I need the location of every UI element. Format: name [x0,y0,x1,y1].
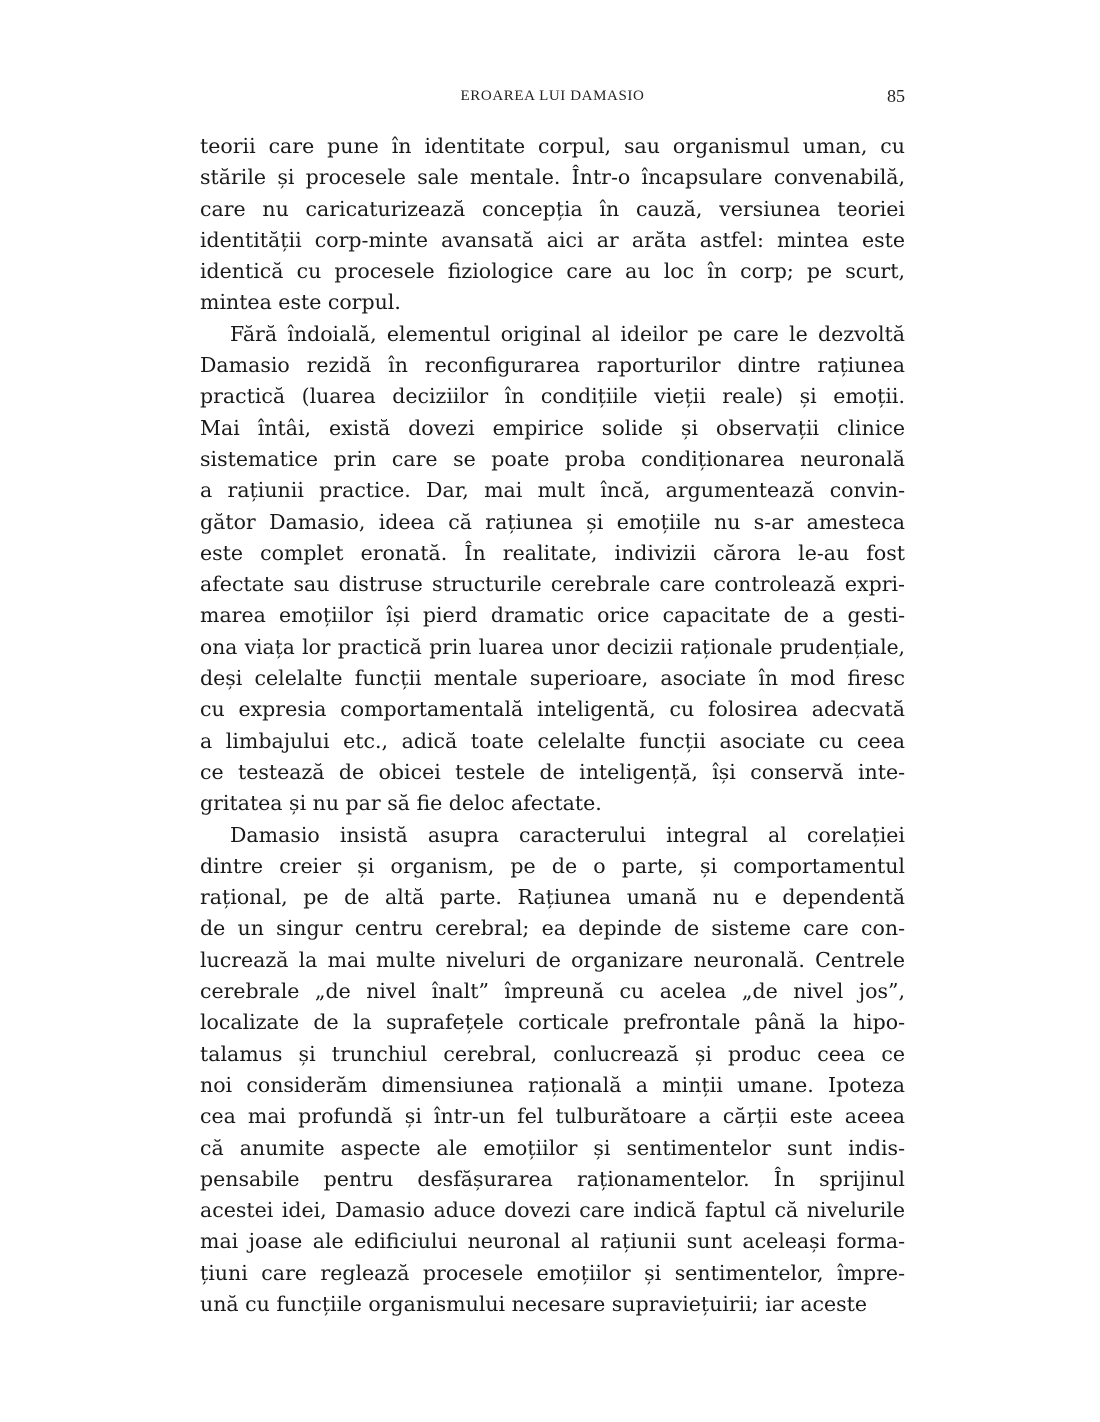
text-line: pensabile pentru desfășurarea raționamentelor. În sprijinul [200,1166,905,1191]
text-line: mai joase ale edificiului neuronal al rațiunii sunt aceleași forma- [200,1229,905,1254]
text-line: de un singur centru cerebral; ea depinde de sisteme care con- [200,916,905,941]
text-line: Damasio insistă asupra caracterului integral al corelației [230,822,905,847]
text-line: rațional, pe de altă parte. Rațiunea umană nu e dependentă [200,885,905,910]
running-title: EROAREA LUI DAMASIO [460,88,645,104]
text-line: este complet eronată. În realitate, indivizii cărora le-au fost [200,540,905,565]
text-line: cerebrale „de nivel înalt” împreună cu acelea „de nivel jos”, [200,979,905,1004]
text-line: cu expresia comportamentală inteligentă, cu folosirea adecvată [200,697,905,722]
paragraph [200,820,905,1321]
text-line: lucrează la mai multe niveluri de organizare neuronală. Centrele [200,947,905,972]
paragraph [200,319,905,820]
text-line: practică (luarea deciziilor în condițiile vieții reale) și emoții. [200,384,905,409]
text-line: mintea este corpul. [200,290,401,315]
paragraph [200,131,905,319]
text-line: ona viața lor practică prin luarea unor decizii raționale prudențiale, [200,634,905,659]
text-line: a limbajului etc., adică toate celelalte funcții asociate cu ceea [200,728,905,753]
text-line: identică cu procesele fiziologice care au loc în corp; pe scurt, [200,259,905,284]
text-line: care nu caricaturizează concepția în cauză, versiunea teoriei [200,196,905,221]
body-text [200,131,905,1320]
text-line: marea emoțiilor își pierd dramatic orice capacitate de a gesti- [200,603,905,628]
text-line: cea mai profundă și într-un fel tulburătoare a cărții este aceea [200,1104,905,1129]
text-line: noi considerăm dimensiunea rațională a minții umane. Ipoteza [200,1072,905,1097]
text-line: teorii care pune în identitate corpul, sau organismul uman, cu [200,134,905,158]
text-line: deși celelalte funcții mentale superioare, asociate în mod firesc [200,666,905,691]
text-line: afectate sau distruse structurile cerebrale care controlează expri- [200,572,905,597]
text-line: sistematice prin care se poate proba condiționarea neuronală [200,446,905,471]
page-number: 85 [887,86,905,106]
text-line: gritatea și nu par să fie deloc afectate. [200,791,602,816]
text-line: localizate de la suprafețele corticale prefrontale până la hipo- [200,1010,905,1035]
text-line: țiuni care reglează procesele emoțiilor și sentimentelor, împre- [200,1260,905,1285]
text-line: dintre creier și organism, pe de o parte, și comportamentul [200,853,905,878]
text-line: talamus și trunchiul cerebral, conlucrează și produc ceea ce [200,1041,905,1066]
text-line: Mai întâi, există dovezi empirice solide și observații clinice [200,415,905,440]
text-line: ce testează de obicei testele de inteligență, își conservă inte- [200,759,905,784]
text-line: ună cu funcțiile organismului necesare supraviețuirii; iar aceste [200,1291,868,1316]
text-line: identității corp-minte avansată aici ar arăta astfel: mintea este [200,227,905,252]
text-line: Fără îndoială, elementul original al ideilor pe care le dezvoltă [230,321,905,346]
running-head [200,88,905,118]
text-line: a rațiunii practice. Dar, mai mult încă, argumentează convin- [200,478,905,503]
text-line: acestei idei, Damasio aduce dovezi care indică faptul că nivelurile [200,1198,905,1223]
text-line: că anumite aspecte ale emoțiilor și sentimentelor sunt indis- [200,1135,905,1160]
text-line: stările și procesele sale mentale. Într-o încapsulare convenabilă, [200,165,905,190]
text-line: Damasio rezidă în reconfigurarea raporturilor dintre rațiunea [200,353,905,378]
text-line: gător Damasio, ideea că rațiunea și emoțiile nu s-ar amesteca [200,509,905,534]
